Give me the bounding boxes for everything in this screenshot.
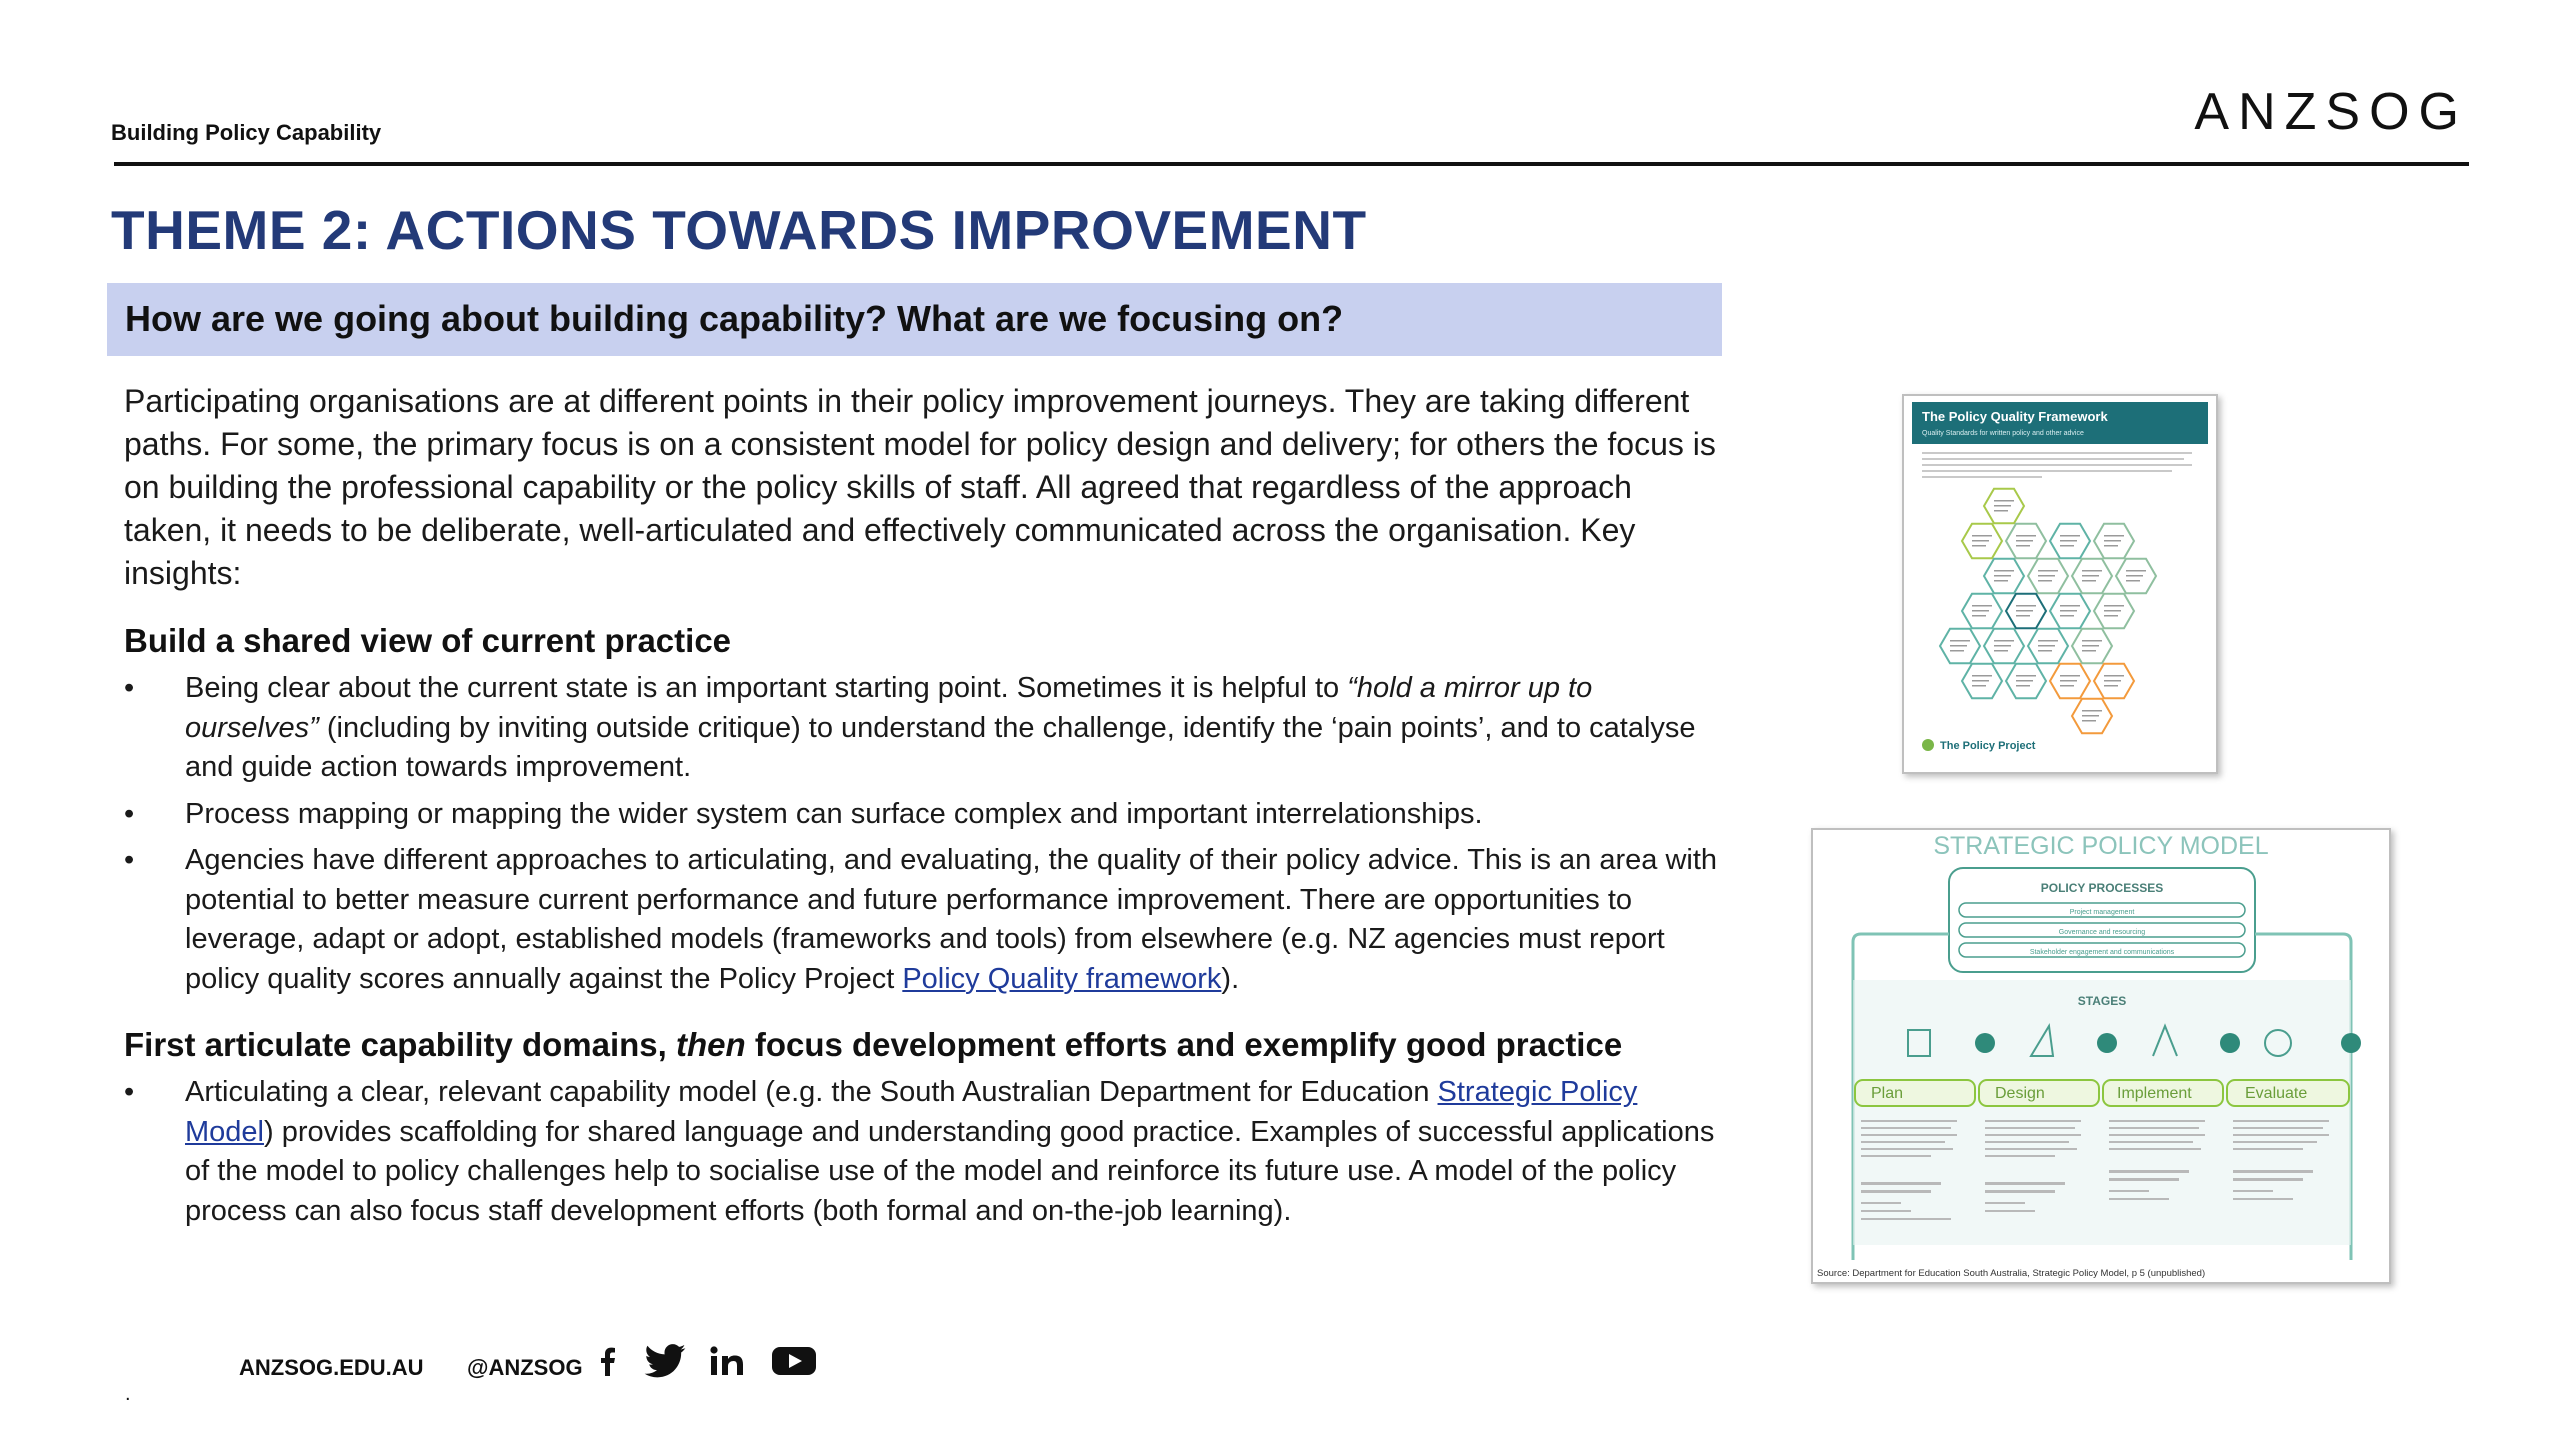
pqf-hexagon-text-line — [1994, 575, 2011, 577]
stage-connector-icon — [1975, 1033, 1995, 1053]
spm-title: STRATEGIC POLICY MODEL — [1933, 832, 2269, 860]
spm-process-text: Stakeholder engagement and communications — [2029, 949, 2175, 956]
pqf-hexagon-text-line — [2038, 645, 2055, 647]
pqf-hexagon-text-line — [2016, 675, 2036, 677]
spm-process-text: Governance and resourcing — [2058, 929, 2146, 936]
capability-domains-list — [124, 1073, 1719, 1231]
pqf-hexagon-text-line — [2082, 570, 2102, 572]
pqf-hexagon-text-line — [2104, 675, 2124, 677]
pqf-hexagon-text-line — [2060, 615, 2074, 617]
pqf-hexagon-cluster — [1940, 489, 2156, 734]
pqf-hexagon-text-line — [2060, 675, 2080, 677]
pqf-hexagon-text-line — [2016, 545, 2030, 547]
pqf-hexagon-text-line — [2038, 580, 2052, 582]
list-item-text: Articulating a clear, relevant capability model (e.g. the South Australian Department for Education — [185, 1076, 1438, 1108]
spm-processes-label: POLICY PROCESSES — [2040, 881, 2164, 895]
pqf-hexagon-text-line — [2060, 535, 2080, 537]
question-banner — [107, 283, 1722, 356]
pqf-hexagon-text-line — [1972, 680, 1989, 682]
pqf-hexagon-text-line — [2082, 715, 2099, 717]
pqf-hexagon-text-line — [1994, 500, 2014, 502]
pqf-hexagon-text-line — [2104, 680, 2121, 682]
bullet-marker: • — [124, 1076, 135, 1108]
stage-connector-icon — [2220, 1033, 2240, 1053]
pqf-hexagon-text-line — [1972, 675, 1992, 677]
list-item-text: Being clear about the current state is an important starting point. Sometimes it is helpful to — [185, 672, 1348, 704]
pqf-hexagon-text-line — [2104, 540, 2121, 542]
pqf-hexagon-text-line — [2104, 605, 2124, 607]
pqf-hexagon-text-line — [2060, 605, 2080, 607]
policy-project-logo-icon — [1922, 739, 1934, 751]
pqf-hexagon-text-line — [1972, 615, 1986, 617]
pqf-hexagon-text-line — [2016, 685, 2030, 687]
spm-graphic — [1813, 830, 2389, 1282]
pqf-hexagon-text-line — [2082, 580, 2096, 582]
stage-label: Implement — [2117, 1085, 2192, 1102]
pqf-footer: The Policy Project — [1940, 740, 2036, 752]
list-item-text: ) provides scaffolding for shared language and understanding good practice. Examples of successful applications of the model to policy challenges help to socialise use of the model and reinforce its future use. A model of the policy process can also focus staff development efforts (both formal and on-the-job learning). — [185, 1115, 1715, 1227]
heading-part: First articulate capability domains, — [124, 1026, 676, 1063]
pqf-hexagon-text-line — [1994, 640, 2014, 642]
pqf-hexagon-text-line — [2082, 710, 2102, 712]
pqf-hexagon-text-line — [2082, 650, 2096, 652]
pqf-hexagon-text-line — [2060, 545, 2074, 547]
youtube-icon[interactable] — [772, 1343, 816, 1379]
pqf-hexagon-text-line — [2016, 615, 2030, 617]
top-divider — [114, 162, 2469, 166]
anzsog-logo[interactable]: ANZSOG — [2194, 83, 2468, 141]
pqf-hexagon-text-line — [1950, 640, 1970, 642]
pqf-hexagon-text-line — [1972, 610, 1989, 612]
pqf-hexagon-text-line — [2060, 685, 2074, 687]
pqf-hexagon-text-line — [1994, 580, 2008, 582]
spm-stages-label: STAGES — [2077, 994, 2127, 1008]
stage-label: Evaluate — [2245, 1085, 2308, 1102]
pqf-hexagon-text-line — [2082, 720, 2096, 722]
spm-stage-area — [1853, 980, 2351, 1245]
section-heading-capability-domains — [124, 1023, 1719, 1067]
pqf-hexagon-text-line — [2038, 570, 2058, 572]
list-item-text: Process mapping or mapping the wider system can surface complex and important interrelationships. — [185, 797, 1483, 830]
pqf-hexagon-text-line — [2038, 575, 2055, 577]
list-item — [124, 841, 1719, 999]
policy-quality-framework-image — [1902, 394, 2218, 774]
pqf-hexagon-text-line — [2104, 610, 2121, 612]
stage-connector-icon — [2341, 1033, 2361, 1053]
strategic-policy-model-link[interactable]: Strategic Policy Model — [185, 1076, 1638, 1148]
list-item — [124, 1073, 1719, 1231]
pqf-hexagon-text-line — [1994, 645, 2011, 647]
bullet-marker: • — [124, 844, 135, 876]
linkedin-icon[interactable] — [710, 1343, 744, 1379]
pqf-hexagon-text-line — [2016, 680, 2033, 682]
stage-connector-icon — [2097, 1033, 2117, 1053]
pqf-hexagon-text-line — [2082, 640, 2102, 642]
bullet-marker: • — [124, 797, 135, 830]
pqf-body-lines — [1922, 452, 2192, 478]
pqf-hexagon-text-line — [2104, 545, 2118, 547]
heading-emphasis: then — [676, 1026, 746, 1063]
pqf-hexagon-text-line — [1994, 570, 2014, 572]
page-title: THEME 2: ACTIONS TOWARDS IMPROVEMENT — [111, 199, 1367, 261]
pqf-hexagon-text-line — [1972, 540, 1989, 542]
policy-quality-framework-link[interactable]: Policy Quality framework — [902, 962, 1222, 995]
heading-part: focus development efforts and exemplify good practice — [745, 1026, 1623, 1063]
quote-text: “hold a mirror up to ourselves” — [185, 672, 1593, 744]
main-content — [124, 380, 1719, 1238]
current-practice-list — [124, 669, 1719, 999]
footer-url[interactable]: ANZSOG.EDU.AU — [239, 1355, 424, 1380]
pqf-hexagon-text-line — [2126, 570, 2146, 572]
facebook-icon[interactable] — [598, 1343, 616, 1379]
pqf-hexagon-text-line — [2060, 610, 2077, 612]
pqf-hexagon-text-line — [2016, 610, 2033, 612]
stage-label: Design — [1995, 1085, 2045, 1102]
pqf-hexagon-text-line — [2126, 575, 2143, 577]
pqf-hexagon-text-line — [2038, 640, 2058, 642]
footer-handle[interactable]: @ANZSOG — [467, 1355, 583, 1380]
twitter-icon[interactable] — [644, 1343, 686, 1379]
pqf-hexagon-text-line — [1950, 650, 1964, 652]
list-item-text: ). — [1221, 962, 1240, 995]
list-item-text: (including by inviting outside critique) to understand the challenge, identify the ‘pain points’, and to catalyse and guide action towards improvement. — [185, 711, 1696, 783]
header-label: Building Policy Capability — [111, 120, 382, 145]
spm-process-text: Project management — [2069, 909, 2135, 916]
pqf-hexagon-text-line — [2104, 535, 2124, 537]
pqf-hexagon-text-line — [1950, 645, 1967, 647]
pqf-hexagon-text-line — [2016, 535, 2036, 537]
pqf-hexagon-text-line — [1972, 605, 1992, 607]
pqf-hexagon-text-line — [1972, 685, 1986, 687]
pqf-subtitle: Quality Standards for written policy and other advice — [1922, 430, 2084, 437]
pqf-hexagon-text-line — [2082, 575, 2099, 577]
pqf-hexagon-text-line — [2060, 680, 2077, 682]
intro-paragraph: Participating organisations are at different points in their policy improvement journeys. They are taking different paths. For some, the primary focus is on a consistent model for policy design and delivery; for others the focus is on building the professional capability or the policy skills of staff. All agreed that regardless of the approach taken, it needs to be deliberate, well-articulated and effectively communicated across the organisation. Key insights: — [124, 383, 1716, 591]
list-item — [124, 669, 1719, 788]
pqf-hexagon-text-line — [1994, 505, 2011, 507]
pqf-title: The Policy Quality Framework — [1922, 409, 2108, 424]
pqf-hexagon-text-line — [1994, 510, 2008, 512]
pqf-hexagon-text-line — [2016, 605, 2036, 607]
pqf-hexagon-text-line — [2038, 650, 2052, 652]
spm-source: Source: Department for Education South Australia, Strategic Policy Model, p 5 (unpublished) — [1817, 1268, 2206, 1279]
pqf-hexagon-text-line — [2016, 540, 2033, 542]
bullet-marker: • — [124, 672, 135, 704]
list-item — [124, 795, 1719, 835]
list-item-text: Agencies have different approaches to articulating, and evaluating, the quality of their policy advice. This is an area with potential to better measure current performance and future performance improvement. There are opportunities to leverage, adapt or adopt, established models (frameworks and tools) from elsewhere (e.g. NZ agencies must report policy quality scores annually against the Policy Project — [185, 844, 1718, 995]
pqf-hexagon-text-line — [2082, 645, 2099, 647]
pqf-hexagon-text-line — [1972, 535, 1992, 537]
stage-label: Plan — [1871, 1085, 1904, 1102]
pqf-graphic — [1904, 396, 2216, 772]
pqf-hexagon-text-line — [1994, 650, 2008, 652]
strategic-policy-model-image — [1811, 828, 2391, 1284]
pqf-hexagon-text-line — [2104, 615, 2118, 617]
question-text: How are we going about building capability? What are we focusing on? — [125, 298, 1344, 339]
pqf-hexagon-text-line — [2126, 580, 2140, 582]
section-heading-current-practice: Build a shared view of current practice — [124, 622, 732, 659]
pqf-hexagon-text-line — [1972, 545, 1986, 547]
stray-mark: . — [125, 1383, 131, 1405]
pqf-hexagon-text-line — [2104, 685, 2118, 687]
pqf-hexagon-text-line — [2060, 540, 2077, 542]
